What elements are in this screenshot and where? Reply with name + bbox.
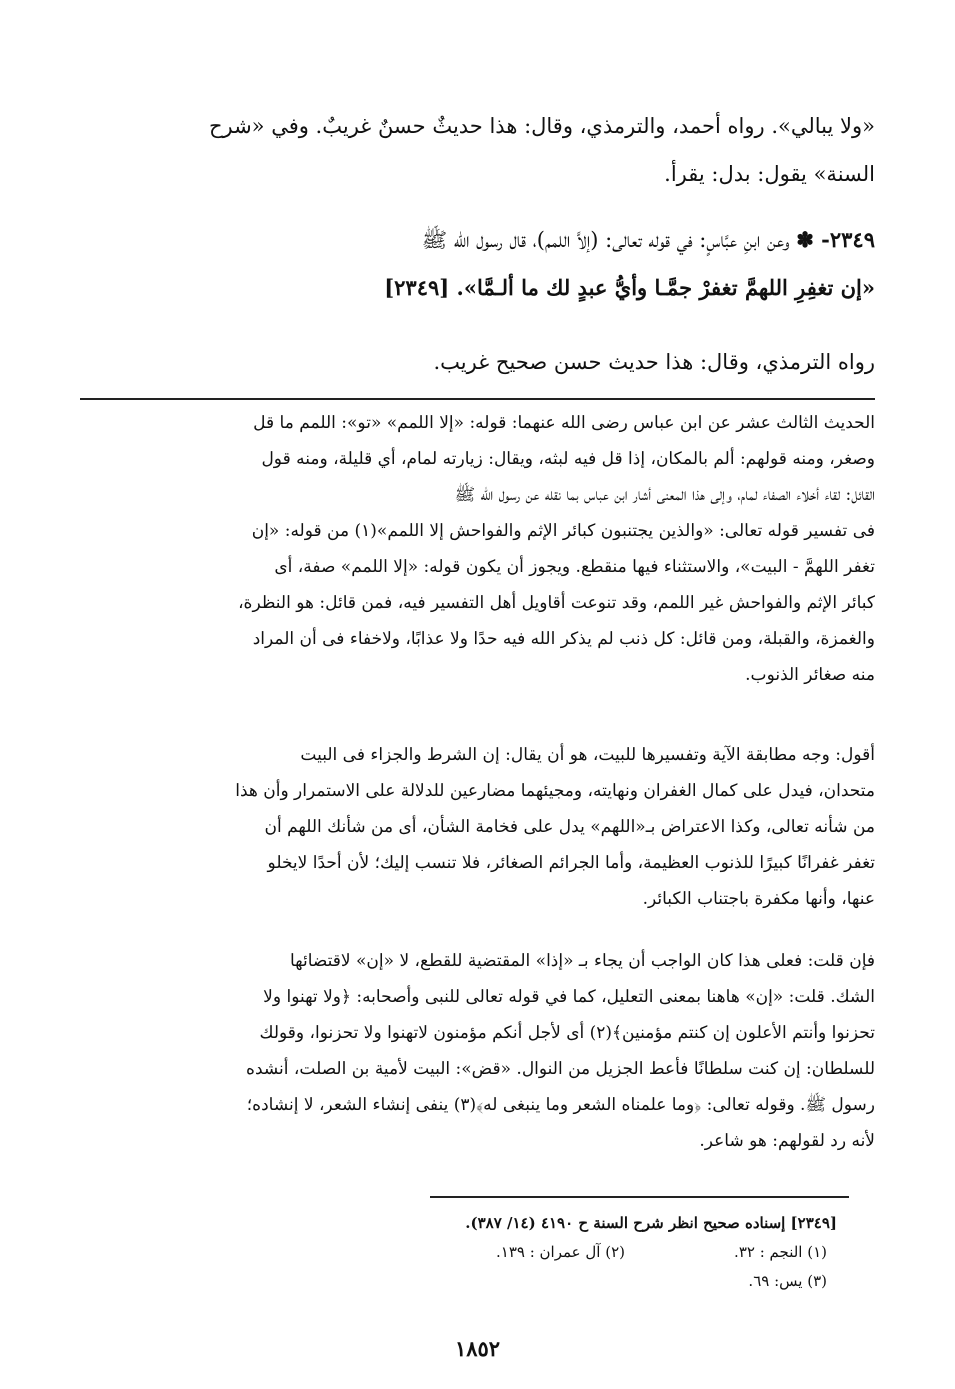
page-number: ١٨٥٢ [454, 1336, 501, 1361]
commentary-line: للسلطان: إن كنت سلطانًا فأعط الجزيل من النوال. «قض»: البيت لأمية بن الصلت، أنشده [246, 1059, 875, 1079]
footnote-2: (٢) آل عمران : ١٣٩. [495, 1243, 625, 1261]
hadith-grading [78, 338, 875, 386]
commentary-line: فى تفسير قوله تعالى: «والذين يجتنبون كبائر الإثم والفواحش إلا اللمم»(١) من قوله: «إن [251, 521, 875, 541]
footnote-1: (١) النجم : ٣٢. [734, 1243, 827, 1261]
commentary-line: القائل: لقاء أخلاء الصفاء لمام، وإلى هذا المعنى أشار ابن عباس بما نقله عن رسول الله ﷺ [454, 485, 875, 505]
hadith-number: ٢٣٤٩- ✽ [796, 227, 875, 252]
commentary-line: متحدان، فيدل على كمال الغفران ونهايته، ومجيئهما مضارعين للدلالة على الاستمرار وأن هذا [235, 781, 875, 801]
commentary-line: تغفر اللهمَّ - البيت»، والاستثناء فيها منقطع. ويجوز أن يكون قوله: «إلا اللمم» صفة، أى [274, 557, 875, 577]
commentary-line: الحديث الثالث عشر عن ابن عباس رضى الله عنهما: قوله: «إلا اللمم» «تو»: اللمم ما قل [253, 413, 875, 433]
commentary-line: أقول: وجه مطابقة الآية وتفسيرها للبيت، هو أن يقال: إن الشرط والجزاء فى البيت [300, 745, 875, 765]
commentary-line: والغمزة، والقبلة، ومن قائل: كل ذنب لم يذكر الله فيه حدًا ولا عذابًا، ولاخفاء فى أن المراد [252, 629, 875, 649]
footnote-rule [430, 1196, 849, 1198]
commentary-line: الشك. قلت: «إن» هاهنا بمعنى التعليل، كما في قوله تعالى للنبى وأصحابه: ﴿ولا تهنوا ولا [263, 987, 875, 1007]
footnote-reference-2349: [٢٣٤٩] إسناده صحيح انظر شرح السنة ح ٤١٩٠ (١٤/ ٣٨٧). [465, 1214, 837, 1232]
commentary-line: رسول ﷺ. وقوله تعالى: ﴿وما علمناه الشعر وما ينبغى له﴾(٣) ينفى إنشاء الشعر، لا إنشاده؛ [246, 1095, 875, 1115]
commentary-line: تحزنوا وأنتم الأعلون إن كنتم مؤمنين﴾(٢) أى لأجل أنكم مؤمنون لاتهنوا ولا تحزنوا، وقولك [259, 1023, 875, 1043]
hadith-2349-line-1 [78, 216, 875, 264]
hadith-text [78, 102, 875, 198]
commentary-line: كبائر الإثم والفواحش غير اللمم، وقد تنوعت أقاويل أهل التفسير فيه، فمن قائل: هو النظرة، [238, 593, 875, 613]
commentary-paragraph-2 [78, 737, 875, 917]
commentary-line: من شأنه تعالى، وكذا الاعتراض بـ«اللهم» يدل على فخامة الشأن، أى من شأنك اللهم أن [264, 817, 875, 837]
commentary-line: فإن قلت: فعلى هذا كان الواجب أن يجاء بـ «إذا» المقتضية للقطع، لا «إن» لاقتضائها [290, 951, 875, 971]
commentary-line: منه صغائر الذنوب. [745, 665, 875, 685]
separator-rule [80, 398, 875, 400]
commentary-paragraph-3 [78, 943, 875, 1159]
commentary-line: تغفر غفرانًا كبيرًا للذنوب العظيمة، وأما الجرائم الصغائر، فلا تنسب إليك؛ لأن أحدًا لايخلو [267, 853, 875, 873]
hadith-2349-text: وعن ابنِ عبَّاسٍ: في قوله تعالى: (إلاَّ اللمم)، قال رسول الله ﷺ [421, 228, 790, 252]
hadith-line-1: «ولا يبالي». رواه أحمد، والترمذي، وقال: هذا حديثٌ حسنٌ غريبٌ. وفي «شرح [208, 114, 875, 138]
hadith-2349 [78, 216, 875, 312]
commentary-paragraph-1 [78, 405, 875, 693]
hadith-grading-line: رواه الترمذي، وقال: هذا حديث حسن صحيح غريب. [433, 350, 875, 374]
commentary-line: عنها، وأنها مكفرة باجتناب الكبائر. [642, 889, 875, 909]
commentary-line: وصغر، ومنه قولهم: ألم بالمكان، إذا قل فيه لبثه، ويقال: زيارته لمام، أي قليلة، ومنه قول [261, 449, 875, 469]
footnote-3: (٣) يس: ٦٩. [748, 1272, 827, 1290]
hadith-line-2: السنة» يقول: بدل: يقرأ. [664, 162, 875, 186]
commentary-line: لأنه رد لقولهم: هو شاعر. [699, 1131, 875, 1151]
hadith-2349-line-2: «إن تغفِرِ اللهمَّ تغفرْ جمَّـا وأيُّ عبدٍ لك ما ألـمَّا». [٢٣٤٩] [384, 275, 875, 300]
